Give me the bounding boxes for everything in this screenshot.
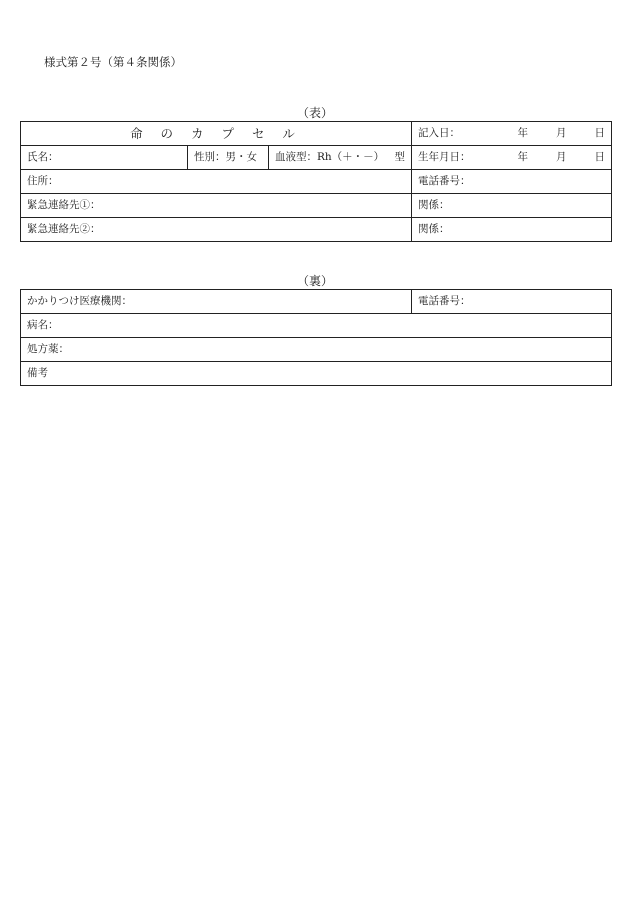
clinic-label: かかりつけ医療機関： — [27, 295, 132, 307]
disease-label: 病名： — [27, 319, 59, 331]
prescription-label: 処方薬： — [27, 343, 69, 355]
gender-label: 性別：男・女 — [194, 151, 257, 163]
entry-date-day-unit: 日 — [594, 127, 605, 139]
capsule-title: 命 の カ プ セ ル — [21, 122, 412, 146]
gender-field[interactable] — [188, 146, 269, 170]
address-label: 住所： — [27, 175, 59, 187]
title-row — [21, 122, 612, 146]
emergency1-row — [21, 194, 612, 218]
relation-1-label: 関係： — [418, 199, 450, 211]
entry-date-month-unit: 月 — [556, 127, 567, 139]
entry-date-label: 記入日： — [418, 127, 460, 139]
disease-row — [21, 314, 612, 338]
clinic-field[interactable] — [21, 290, 412, 314]
name-field[interactable] — [21, 146, 188, 170]
relation-2-label: 関係： — [418, 223, 450, 235]
front-table — [20, 121, 612, 242]
disease-field[interactable] — [21, 314, 612, 338]
birth-date-day-unit: 日 — [594, 151, 605, 163]
notes-label: 備考 — [27, 367, 48, 379]
blood-type-field[interactable] — [269, 146, 412, 170]
relation-2-field[interactable] — [412, 218, 612, 242]
birth-date-field[interactable] — [412, 146, 612, 170]
entry-date-field[interactable] — [412, 122, 612, 146]
birth-date-year-unit: 年 — [517, 151, 528, 163]
prescription-row — [21, 338, 612, 362]
emergency-contact-1-field[interactable] — [21, 194, 412, 218]
clinic-phone-field[interactable] — [412, 290, 612, 314]
address-field[interactable] — [21, 170, 412, 194]
back-heading: （裏） — [296, 274, 333, 288]
form-number: 様式第２号（第４条関係） — [44, 55, 182, 69]
blood-type-suffix: 型 — [394, 151, 405, 163]
phone-label: 電話番号： — [418, 175, 471, 187]
phone-field[interactable] — [412, 170, 612, 194]
front-heading: （表） — [296, 106, 333, 120]
back-table — [20, 289, 612, 386]
name-label: 氏名： — [27, 151, 59, 163]
clinic-phone-label: 電話番号： — [418, 295, 471, 307]
notes-row — [21, 362, 612, 386]
prescription-field[interactable] — [21, 338, 612, 362]
birth-date-month-unit: 月 — [556, 151, 567, 163]
name-row — [21, 146, 612, 170]
blood-type-label: 血液型：Rh（＋・－） — [275, 151, 385, 163]
emergency-contact-1-label: 緊急連絡先①： — [27, 199, 101, 211]
emergency2-row — [21, 218, 612, 242]
relation-1-field[interactable] — [412, 194, 612, 218]
clinic-row — [21, 290, 612, 314]
emergency-contact-2-field[interactable] — [21, 218, 412, 242]
entry-date-year-unit: 年 — [517, 127, 528, 139]
birth-date-label: 生年月日： — [418, 151, 471, 163]
notes-field[interactable] — [21, 362, 612, 386]
address-row — [21, 170, 612, 194]
emergency-contact-2-label: 緊急連絡先②： — [27, 223, 101, 235]
